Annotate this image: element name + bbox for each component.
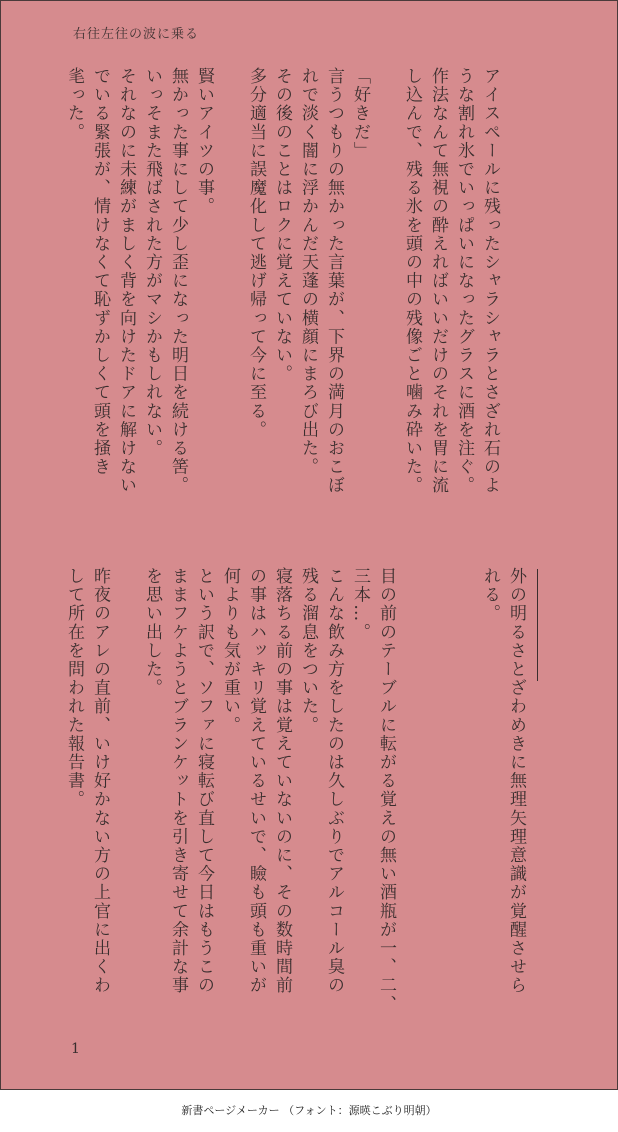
text-line: 外の明るさとざわめきに無理矢理意識が覚醒させら [506, 567, 526, 995]
text-line: という訳で、ソファに寝転び直して今日はもうこの [194, 567, 214, 995]
text-line: その後のことはロクに覚えていない。 [272, 67, 292, 384]
paragraph-ice-glass [399, 67, 503, 513]
text-line: 寝落ちる前の事は覚えていないのに、その数時間前 [272, 567, 292, 995]
paragraph-report [61, 567, 113, 1013]
text-line: いっそまた飛ばされた方がマシかもしれない。 [142, 67, 162, 458]
paragraph-awakening [477, 567, 529, 1013]
text-line: れで淡く闇に浮かんだ天蓬の横顔にまろび出た。 [298, 67, 318, 477]
text-line: 言うつもりの無かった言葉が、下界の満月のおこぼ [324, 67, 344, 495]
running-header: 右往左往の波に乗る [73, 27, 200, 42]
text-line: 多分適当に誤魔化して逃げ帰って今に至る。 [246, 67, 266, 439]
text-line: して所在を問われた報告書。 [64, 567, 84, 809]
text-line: 三本…。 [350, 567, 370, 642]
text-line: 賢いアイツの事。 [194, 67, 214, 216]
text-line: 毟った。 [64, 67, 84, 142]
generator-credit: 新書ページメーカー （フォント：源暎こぶり明朝） [181, 1104, 437, 1117]
text-line: の事はハッキリ覚えているせいで、瞼も頭も重いが [246, 567, 266, 995]
paragraph-confession [243, 67, 347, 513]
page-number: 1 [71, 1041, 80, 1057]
text-line: を思い出した。 [142, 567, 162, 698]
quote-suki-da [347, 67, 373, 513]
text-line: 残る溜息をついた。 [298, 567, 318, 735]
paragraph-regret [61, 67, 217, 513]
text-line: こんな飲み方をしたのは久しぶりでアルコール臭の [324, 567, 344, 995]
scene-break-dash [537, 569, 538, 681]
text-line: でいる緊張が、情けなくて恥ずかしくて頭を掻き [90, 67, 110, 477]
text-line: 昨夜のアレの直前、いけ好かない方の上官に出くわ [90, 567, 110, 995]
text-line: 無かった事にして少し歪になった明日を続ける筈。 [168, 67, 188, 495]
text-line: ままフケようとブランケットを引き寄せて余計な事 [168, 567, 188, 995]
text-line: うな割れ氷でいっぱいになったグラスに酒を注ぐ。 [454, 67, 474, 495]
text-line: 目の前のテーブルに転がる覚えの無い酒瓶が一、二、 [376, 567, 396, 1014]
text-line: し込んで、残る氷を頭の中の残像ごと噛み砕いた。 [402, 67, 422, 495]
paragraph-hangover [139, 567, 399, 1013]
text-line: それなのに未練がましく背を向けたドアに解けない [116, 67, 136, 495]
text-line: アイスペールに残ったシャラシャラとさざれ石のよ [480, 67, 500, 495]
text-line: れる。 [480, 567, 500, 623]
text-line: 作法なんて無視の酔えればいいだけのそれを胃に流 [428, 67, 448, 495]
text-line: 何よりも気が重い。 [220, 567, 240, 735]
text-line: 「好きだ」 [350, 67, 370, 160]
